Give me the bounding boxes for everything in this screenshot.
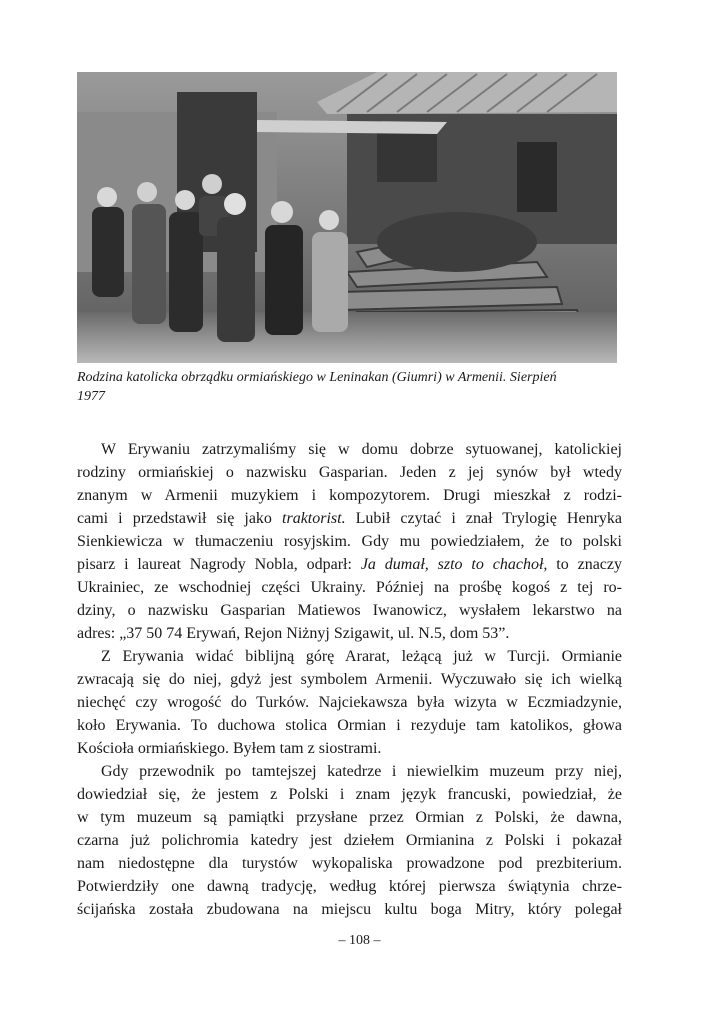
paragraph xyxy=(77,760,622,921)
text-run: czarna już polichromia katedry jest dziełem Ormianina z Polski i pokazał xyxy=(77,832,622,849)
text-run: Z Erywania widać biblijną górę Ararat, leżącą już w Turcji. Ormianie xyxy=(101,648,622,665)
text-run: pisarz i laureat Nagrody Nobla, odparł: xyxy=(77,556,361,573)
paragraph xyxy=(77,645,622,760)
text-line xyxy=(77,783,622,806)
text-run: Kościoła ormiańskiego. Byłem tam z siostrami. xyxy=(77,740,382,757)
text-line xyxy=(77,691,622,714)
text-run: dowiedział się, że jestem z Polski i znam język francuski, powiedział, że xyxy=(77,786,622,803)
text-run: znanym w Armenii muzykiem i kompozytorem. Drugi mieszkał z rodzi- xyxy=(77,487,622,504)
text-line xyxy=(77,553,622,576)
caption-line: 1977 xyxy=(77,389,105,404)
text-run: dziny, o nazwisku Gasparian Matiewos Iwanowicz, wysłałem lekarstwo na xyxy=(77,602,622,619)
text-line xyxy=(77,668,622,691)
text-run: niechęć czy wrogość do Turków. Najciekawsza była wizyta w Eczmiadzynie, xyxy=(77,694,622,711)
text-run: cami i przedstawił się jako xyxy=(77,510,283,527)
text-run: Sienkiewicza w tłumaczeniu rosyjskim. Gdy mu powiedziałem, że to polski xyxy=(77,533,622,550)
text-run: ścijańska została zbudowana na miejscu kultu boga Mitry, który polegał xyxy=(77,901,622,918)
text-run: to znaczy xyxy=(547,556,623,573)
italic-phrase: Ja dumał, szto to chachoł, xyxy=(360,556,548,573)
text-run: rodziny ormiańskiej o nazwisku Gasparian. Jeden z jej synów był wtedy xyxy=(77,464,622,481)
text-run: nam niedostępne dla turystów wykopaliska prowadzone pod prezbiterium. xyxy=(77,855,622,872)
text-run: koło Erywania. To duchowa stolica Ormian i rezyduje tam katolikos, głowa xyxy=(77,717,622,734)
text-line xyxy=(77,576,622,599)
text-line xyxy=(77,507,622,530)
text-line xyxy=(77,737,622,760)
text-line xyxy=(77,875,622,898)
text-run: adres: „37 50 74 Erywań, Rejon Niżnyj Szigawit, ul. N.5, dom 53”. xyxy=(77,625,510,642)
text-line xyxy=(77,530,622,553)
family-photo xyxy=(77,72,617,363)
text-run: Gdy przewodnik po tamtejszej katedrze i niewielkim muzeum przy niej, xyxy=(101,763,622,780)
caption-line: Rodzina katolicka obrządku ormiańskiego w Leninakan (Giumri) w Armenii. Sierpień xyxy=(77,370,557,385)
text-run: zwracają się do niej, gdyż jest symbolem Armenii. Wyczuwało się ich wielką xyxy=(77,671,622,688)
italic-phrase: traktorist. xyxy=(282,510,346,527)
article-body xyxy=(77,438,622,921)
text-run: Ukrainiec, ze wschodniej części Ukrainy. Później na prośbę kogoś z tej ro- xyxy=(77,579,622,596)
text-line xyxy=(77,760,622,783)
text-line xyxy=(77,622,622,645)
text-line xyxy=(77,645,622,668)
text-line xyxy=(77,898,622,921)
text-run: W Erywaniu zatrzymaliśmy się w domu dobrze sytuowanej, katolickiej xyxy=(101,441,622,458)
text-line xyxy=(77,829,622,852)
text-line xyxy=(77,714,622,737)
text-line xyxy=(77,806,622,829)
text-line xyxy=(77,599,622,622)
paragraph xyxy=(77,438,622,645)
text-line xyxy=(77,461,622,484)
photo-caption xyxy=(77,368,622,406)
text-run: Lubił czytać i znał Trylogię Henryka xyxy=(345,510,623,527)
text-line xyxy=(77,852,622,875)
text-run: Potwierdziły one dawną tradycję, według której pierwsza świątynia chrze- xyxy=(77,878,622,895)
text-line xyxy=(77,484,622,507)
text-run: w tym muzeum są pamiątki przysłane przez Ormian z Polski, że dawna, xyxy=(77,809,622,826)
page-number: – 108 – xyxy=(338,933,381,948)
text-line xyxy=(77,438,622,461)
